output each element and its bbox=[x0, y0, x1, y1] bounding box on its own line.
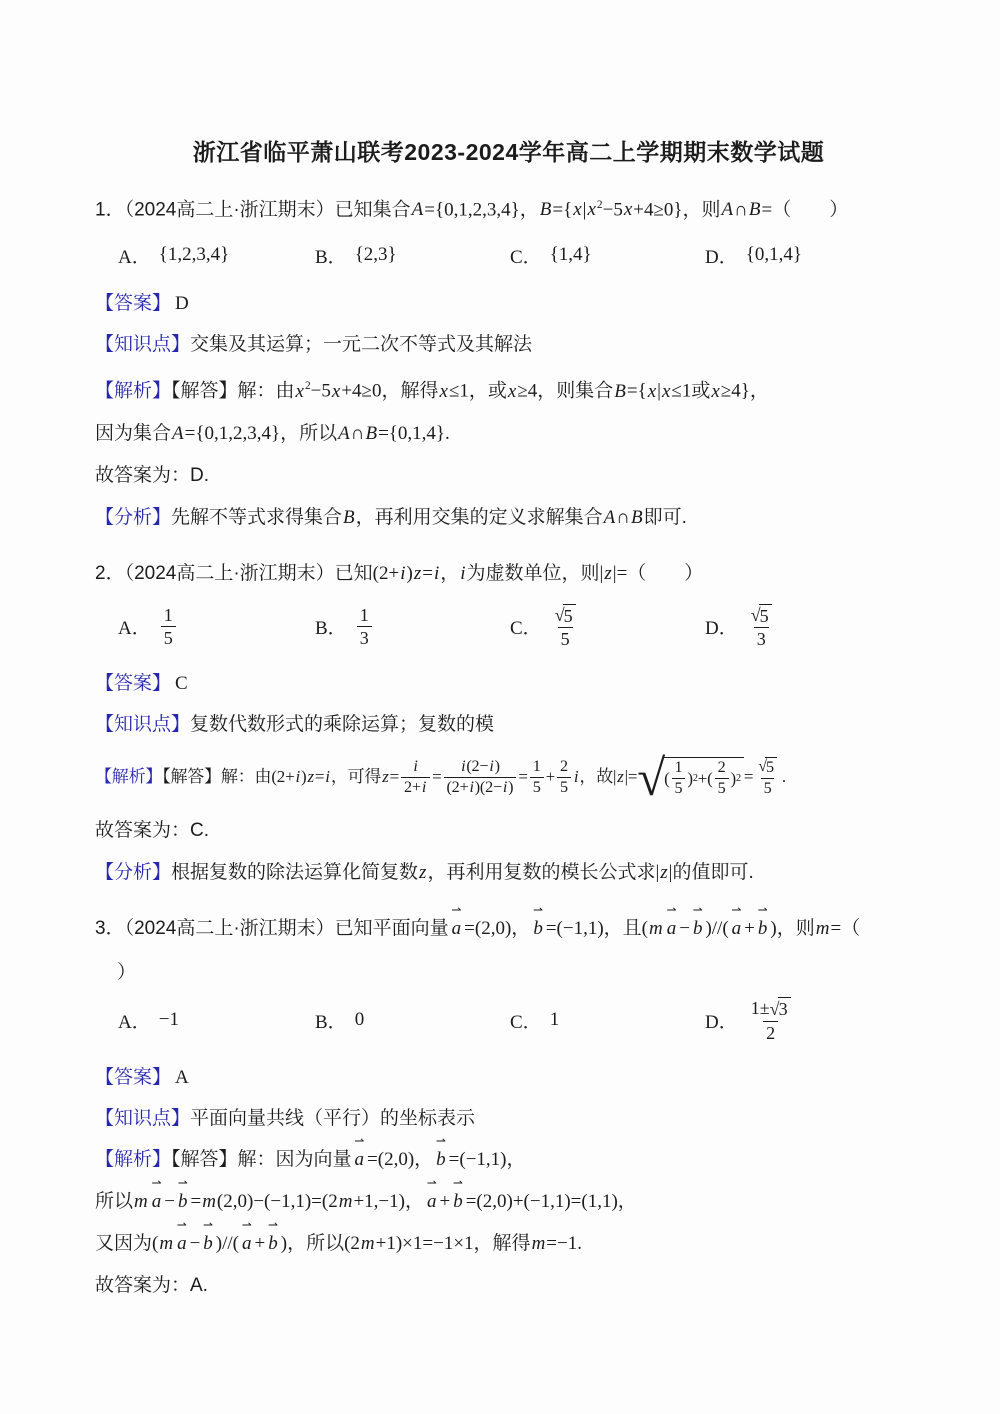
math-run: 2 bbox=[560, 757, 568, 775]
math-run: ) bbox=[770, 918, 777, 940]
text-run: 或 bbox=[691, 380, 711, 402]
knowledge-tag: 【知识点】 bbox=[95, 714, 191, 736]
math-run: 0 bbox=[354, 1009, 365, 1031]
math-run: 2 bbox=[717, 758, 726, 776]
knowledge-tag: 【知识点】 bbox=[95, 334, 191, 356]
text-run: ，则 bbox=[682, 199, 721, 221]
option-value bbox=[550, 244, 592, 266]
math-run: ) bbox=[687, 768, 693, 788]
radical-sign: √ bbox=[637, 751, 666, 808]
answer-line bbox=[95, 1064, 922, 1092]
text-run: ， bbox=[414, 1148, 434, 1170]
fraction-denominator bbox=[754, 627, 769, 650]
option-value bbox=[355, 1009, 365, 1031]
math-run: {2,3} bbox=[354, 244, 397, 266]
comment-line bbox=[95, 504, 922, 532]
math-run: |z| bbox=[655, 862, 673, 884]
fraction-numerator bbox=[715, 759, 729, 779]
vector-arrow-icon: ⇀ bbox=[176, 1217, 187, 1232]
conclusion-text: 故答案为：C. bbox=[95, 820, 210, 842]
math-run: {0,1,4} bbox=[745, 244, 802, 266]
math-run: ( bbox=[664, 768, 670, 788]
text-run: ，且 bbox=[603, 918, 642, 940]
math-run: i bbox=[413, 757, 418, 775]
text-run: ， bbox=[617, 1190, 637, 1212]
vector: a ⇀ bbox=[426, 1175, 437, 1212]
math-run: . bbox=[781, 767, 786, 787]
text-run: 【解答】解：由 bbox=[162, 767, 272, 787]
fraction-denominator bbox=[761, 778, 775, 799]
math-run: = bbox=[743, 767, 754, 787]
math-run: 5 bbox=[717, 780, 726, 798]
square-root bbox=[555, 604, 576, 627]
math-run: 1 bbox=[532, 757, 541, 775]
superscript: 2 bbox=[735, 772, 741, 784]
option-value bbox=[355, 244, 397, 266]
vector: a ⇀ bbox=[731, 903, 742, 940]
text-run: 【解答】解：因为向量 bbox=[171, 1148, 352, 1170]
fraction-numerator bbox=[755, 757, 780, 779]
conclusion-line bbox=[95, 817, 922, 845]
option-C bbox=[510, 604, 705, 651]
vector: b ⇀ bbox=[267, 1217, 279, 1254]
fraction-denominator bbox=[357, 626, 372, 649]
math-run: )//( bbox=[215, 1232, 240, 1254]
options-row bbox=[118, 240, 922, 270]
math-run: A∩B={0,1,4}. bbox=[338, 422, 450, 444]
vector-arrow-icon: ⇀ bbox=[692, 903, 703, 918]
option-C bbox=[510, 242, 705, 269]
math-run: |z|= bbox=[613, 767, 638, 787]
fraction-numerator bbox=[409, 758, 421, 778]
option-D bbox=[705, 997, 922, 1044]
fraction-denominator bbox=[444, 777, 517, 798]
option-label: B． bbox=[315, 618, 347, 640]
math-run: 1 bbox=[359, 604, 369, 625]
text-run: （ ） bbox=[772, 199, 849, 221]
text-run: ， bbox=[519, 199, 539, 221]
radical-sign: √ bbox=[758, 757, 767, 775]
option-value bbox=[159, 605, 178, 650]
math-run: )//( bbox=[705, 918, 729, 940]
radicand bbox=[759, 604, 772, 627]
text-run: ，再利用交集的定义求解集合 bbox=[355, 506, 603, 528]
option-A bbox=[118, 1007, 315, 1034]
fraction-numerator bbox=[357, 605, 372, 627]
math-run: x bbox=[295, 380, 304, 402]
math-run: + bbox=[254, 1232, 266, 1254]
math-run: =(2,0) bbox=[367, 1148, 415, 1170]
answer-value: C bbox=[175, 673, 188, 695]
square-root bbox=[637, 751, 744, 808]
options-row bbox=[118, 604, 922, 651]
math-run: =m(2,0)−(−1,1)=(2m+1,−1) bbox=[190, 1190, 405, 1212]
math-run: |z|= bbox=[599, 562, 628, 584]
option-label: A． bbox=[118, 618, 151, 640]
math-run: 5 bbox=[560, 629, 570, 650]
superscript: 2 bbox=[692, 772, 698, 784]
fraction bbox=[357, 605, 372, 650]
text-run: 为虚数单位，则 bbox=[466, 562, 600, 584]
math-run: ) bbox=[730, 768, 736, 788]
knowledge-text: 复数代数形式的乘除运算；复数的模 bbox=[190, 714, 495, 736]
option-label: B． bbox=[315, 246, 347, 268]
fraction-numerator bbox=[552, 604, 579, 628]
question-2 bbox=[95, 560, 922, 888]
math-run: m bbox=[134, 1190, 148, 1212]
text-run: ，则集合 bbox=[537, 380, 614, 402]
analysis-tag: 【解析】 bbox=[95, 767, 163, 787]
math-run: A={0,1,2,3,4} bbox=[172, 422, 281, 444]
radicand bbox=[663, 757, 744, 799]
math-run: + bbox=[439, 1190, 451, 1212]
option-label: A． bbox=[118, 1011, 151, 1033]
fraction bbox=[748, 997, 794, 1044]
fraction bbox=[755, 757, 780, 799]
answer-line bbox=[95, 290, 922, 318]
radical-sign: √ bbox=[769, 998, 780, 1019]
math-run: {1,4} bbox=[549, 244, 592, 266]
option-A bbox=[118, 605, 315, 650]
conclusion-text: 故答案为：D. bbox=[95, 464, 210, 486]
text-run: ，故 bbox=[579, 767, 614, 787]
option-B bbox=[315, 242, 510, 269]
math-run: 2 bbox=[766, 1022, 776, 1043]
math-run: (m bbox=[641, 918, 663, 940]
option-label: B． bbox=[315, 1011, 347, 1033]
answer-tag: 【答案】 bbox=[95, 673, 172, 695]
fraction-denominator bbox=[715, 778, 729, 799]
math-run: (2+i)(2−i) bbox=[446, 779, 514, 797]
math-run: A∩B= bbox=[721, 199, 773, 221]
math-run: 5 bbox=[563, 605, 573, 626]
vector: a ⇀ bbox=[241, 1217, 252, 1254]
solution-line bbox=[95, 372, 922, 405]
text-run: ，或 bbox=[468, 380, 507, 402]
math-run: + bbox=[744, 918, 755, 940]
option-label: D． bbox=[705, 246, 738, 268]
knowledge-line bbox=[95, 1105, 922, 1133]
math-run: 5 bbox=[532, 779, 541, 797]
answer-line bbox=[95, 670, 922, 698]
math-run: i(2−i) bbox=[461, 757, 500, 775]
math-run: (2m+1)×1=−1×1 bbox=[344, 1232, 474, 1254]
text-run: 3．（2024高二上·浙江期末）已知平面向量 bbox=[95, 918, 449, 940]
math-run: 5 bbox=[163, 628, 173, 649]
text-run: （ bbox=[841, 918, 861, 940]
option-value bbox=[159, 244, 230, 266]
text-run: 【解答】解：由 bbox=[171, 380, 295, 402]
math-run: +( bbox=[697, 768, 713, 788]
math-run: (m bbox=[152, 1232, 174, 1254]
text-run: ，所以 bbox=[280, 422, 338, 444]
vector: b ⇀ bbox=[692, 903, 703, 940]
math-run: z= bbox=[382, 767, 400, 787]
math-run: 5 bbox=[765, 758, 774, 776]
option-label: D． bbox=[705, 1011, 738, 1033]
question-3 bbox=[95, 903, 922, 1300]
math-run: − bbox=[189, 1232, 201, 1254]
math-run: 5 bbox=[674, 780, 683, 798]
math-run: i bbox=[573, 767, 579, 787]
conclusion-text: 故答案为：A. bbox=[95, 1274, 208, 1296]
math-run: =(−1,1) bbox=[545, 918, 604, 940]
vector-arrow-icon: ⇀ bbox=[426, 1175, 437, 1190]
text-run: ，解得 bbox=[473, 1232, 531, 1254]
fraction-denominator bbox=[401, 777, 430, 798]
math-run: z bbox=[419, 862, 427, 884]
text-run: 所以 bbox=[95, 1190, 134, 1212]
math-run: =(2,0)+(−1,1)=(1,1) bbox=[465, 1190, 618, 1212]
math-run: A∩B bbox=[603, 506, 643, 528]
option-label: C． bbox=[510, 1011, 542, 1033]
fraction-numerator bbox=[457, 758, 503, 778]
option-label: D． bbox=[705, 618, 738, 640]
math-run: B={x|x≤1 bbox=[614, 380, 692, 402]
fraction-numerator bbox=[530, 758, 544, 778]
math-run: x≤1 bbox=[439, 380, 469, 402]
vector-arrow-icon: ⇀ bbox=[241, 1217, 252, 1232]
radicand bbox=[563, 604, 576, 627]
option-label: A． bbox=[118, 246, 151, 268]
square-root bbox=[770, 997, 791, 1020]
fraction bbox=[557, 758, 571, 798]
fraction-denominator bbox=[672, 778, 686, 799]
option-label: C． bbox=[510, 618, 542, 640]
vector-arrow-icon: ⇀ bbox=[151, 1175, 162, 1190]
solution-line bbox=[95, 420, 922, 448]
text-run: 1．（2024高二上·浙江期末）已知集合 bbox=[95, 199, 411, 221]
text-run: 又因为 bbox=[95, 1232, 153, 1254]
vector-arrow-icon: ⇀ bbox=[757, 903, 768, 918]
fraction-denominator bbox=[763, 1021, 778, 1044]
math-run: 3 bbox=[359, 628, 369, 649]
text-run: 因为集合 bbox=[95, 422, 172, 444]
vector: a ⇀ bbox=[666, 903, 677, 940]
text-run: ， bbox=[749, 380, 769, 402]
answer-tag: 【答案】 bbox=[95, 293, 172, 315]
superscript: 2 bbox=[304, 380, 311, 393]
math-run: x≥4 bbox=[507, 380, 538, 402]
option-label: C． bbox=[510, 246, 542, 268]
math-run: + bbox=[545, 767, 556, 787]
comment-line bbox=[95, 859, 922, 887]
math-run: −5x+4≥0 bbox=[310, 380, 382, 402]
analysis-tag: 【解析】 bbox=[95, 380, 172, 402]
comment-tag: 【分析】 bbox=[95, 506, 172, 528]
math-run: 3 bbox=[756, 629, 766, 650]
vector: a ⇀ bbox=[151, 1175, 162, 1212]
math-run: m= bbox=[815, 918, 842, 940]
option-value bbox=[746, 604, 777, 651]
vector-arrow-icon: ⇀ bbox=[177, 1175, 188, 1190]
square-root bbox=[751, 604, 772, 627]
option-A bbox=[118, 242, 315, 269]
option-value bbox=[550, 1009, 560, 1031]
text-run: ，再利用复数的模长公式求 bbox=[427, 862, 656, 884]
option-value bbox=[550, 604, 581, 651]
knowledge-line bbox=[95, 331, 922, 359]
text-run: ，可得 bbox=[330, 767, 382, 787]
text-run: ， bbox=[404, 1190, 424, 1212]
fraction-numerator bbox=[557, 758, 571, 778]
text-run: ，所以 bbox=[287, 1232, 345, 1254]
solution-line bbox=[95, 1175, 922, 1216]
vector: b ⇀ bbox=[533, 903, 544, 940]
fraction-numerator bbox=[672, 759, 686, 779]
text-run: ， bbox=[506, 1148, 526, 1170]
math-run: = bbox=[518, 767, 528, 787]
text-run: 即可. bbox=[643, 506, 687, 528]
fraction bbox=[715, 759, 729, 799]
math-run: 5 bbox=[560, 779, 568, 797]
math-run: −5x+4≥0} bbox=[602, 199, 683, 221]
document-title: 浙江省临平萧山联考2023-2024学年高二上学期期末数学试题 bbox=[192, 139, 825, 165]
text-run: 先解不等式求得集合 bbox=[171, 506, 343, 528]
math-run: −1 bbox=[158, 1009, 179, 1031]
text-run: 的值即可. bbox=[672, 862, 754, 884]
superscript: 2 bbox=[596, 199, 603, 211]
question-stem bbox=[95, 191, 922, 224]
option-B bbox=[315, 1007, 510, 1034]
math-run: B={x|x bbox=[539, 199, 596, 221]
option-value bbox=[355, 605, 374, 650]
text-run: ， bbox=[511, 918, 531, 940]
vector: a ⇀ bbox=[176, 1217, 187, 1254]
knowledge-text: 平面向量共线（平行）的坐标表示 bbox=[190, 1107, 476, 1129]
math-run: {1,2,3,4} bbox=[158, 244, 230, 266]
vector-arrow-icon: ⇀ bbox=[354, 1133, 365, 1148]
fraction bbox=[530, 758, 544, 798]
vector: b ⇀ bbox=[452, 1175, 463, 1212]
math-run: 1 bbox=[674, 758, 683, 776]
answer-value: D bbox=[175, 293, 189, 315]
math-run: 1 bbox=[549, 1009, 560, 1031]
math-run: − bbox=[164, 1190, 175, 1212]
fraction bbox=[552, 604, 579, 651]
fraction bbox=[444, 758, 517, 798]
fraction-denominator bbox=[530, 777, 544, 798]
square-root bbox=[758, 757, 777, 778]
comment-tag: 【分析】 bbox=[95, 862, 172, 884]
math-run: 1± bbox=[750, 998, 770, 1019]
math-run: 5 bbox=[763, 780, 772, 798]
radical-sign: √ bbox=[554, 605, 565, 625]
vector: b ⇀ bbox=[435, 1133, 446, 1170]
question-1 bbox=[95, 191, 922, 532]
text-run: 2．（2024高二上·浙江期末）已知 bbox=[95, 562, 373, 584]
math-run: 3 bbox=[778, 999, 788, 1020]
math-run: m=−1. bbox=[531, 1232, 582, 1254]
knowledge-tag: 【知识点】 bbox=[95, 1107, 191, 1129]
text-run: 根据复数的除法运算化简复数 bbox=[171, 862, 419, 884]
math-run: =(2,0) bbox=[464, 918, 512, 940]
radicand bbox=[778, 997, 791, 1020]
text-run: ，则 bbox=[776, 918, 815, 940]
knowledge-text: 交集及其运算；一元二次不等式及其解法 bbox=[190, 334, 533, 356]
option-value bbox=[746, 997, 796, 1044]
radical-sign: √ bbox=[750, 605, 761, 625]
analysis-tag: 【解析】 bbox=[95, 1148, 172, 1170]
option-value bbox=[746, 244, 802, 266]
conclusion-line bbox=[95, 462, 922, 490]
vector-arrow-icon: ⇀ bbox=[452, 1175, 463, 1190]
solution-line bbox=[95, 1133, 922, 1174]
fraction-denominator bbox=[161, 626, 176, 649]
question-stem-continued bbox=[95, 959, 922, 987]
option-C bbox=[510, 1007, 705, 1034]
fraction-denominator bbox=[557, 777, 571, 798]
vector-arrow-icon: ⇀ bbox=[435, 1133, 446, 1148]
vector-arrow-icon: ⇀ bbox=[731, 903, 742, 918]
math-run: − bbox=[679, 918, 690, 940]
math-run: ) bbox=[280, 1232, 288, 1254]
question-stem bbox=[95, 560, 922, 588]
solution-line bbox=[95, 751, 922, 808]
fraction-numerator bbox=[748, 604, 775, 628]
question-stem bbox=[95, 903, 922, 943]
vector: b ⇀ bbox=[203, 1217, 214, 1254]
vector: b ⇀ bbox=[177, 1175, 188, 1212]
math-run: A={0,1,2,3,4} bbox=[411, 199, 520, 221]
math-run: =(−1,1) bbox=[448, 1148, 507, 1170]
fraction bbox=[672, 759, 686, 799]
fraction-denominator bbox=[558, 627, 573, 650]
text-run: ， bbox=[440, 562, 460, 584]
text-run: （ ） bbox=[627, 562, 704, 584]
vector-arrow-icon: ⇀ bbox=[533, 903, 544, 918]
option-D bbox=[705, 604, 922, 651]
math-run: x≥4} bbox=[711, 380, 750, 402]
options-row bbox=[118, 997, 922, 1044]
answer-tag: 【答案】 bbox=[95, 1066, 172, 1088]
math-run: 1 bbox=[163, 604, 173, 625]
radicand bbox=[765, 757, 777, 778]
math-run: i bbox=[460, 562, 466, 584]
math-run: 2+i bbox=[404, 779, 427, 797]
math-run: B bbox=[343, 506, 355, 528]
vector-arrow-icon: ⇀ bbox=[451, 903, 462, 918]
fraction-numerator bbox=[161, 605, 176, 627]
vector-arrow-icon: ⇀ bbox=[267, 1217, 279, 1232]
option-D bbox=[705, 242, 922, 269]
fraction bbox=[161, 605, 176, 650]
fraction-numerator bbox=[748, 997, 794, 1021]
math-run: (2+i)z=i bbox=[372, 562, 440, 584]
fraction bbox=[748, 604, 775, 651]
option-B bbox=[315, 605, 510, 650]
math-run: = bbox=[432, 767, 442, 787]
text-run: ） bbox=[117, 962, 137, 984]
solution-line bbox=[95, 1217, 922, 1258]
math-run: 5 bbox=[759, 605, 769, 626]
math-run: (2+i)z=i bbox=[271, 767, 330, 787]
answer-value: A bbox=[175, 1066, 189, 1088]
vector: a ⇀ bbox=[451, 903, 462, 940]
questions-container bbox=[95, 191, 922, 1300]
vector: a ⇀ bbox=[354, 1133, 365, 1170]
knowledge-line bbox=[95, 711, 922, 739]
conclusion-line bbox=[95, 1272, 922, 1300]
fraction bbox=[401, 758, 430, 798]
vector-arrow-icon: ⇀ bbox=[666, 903, 677, 918]
vector-arrow-icon: ⇀ bbox=[203, 1217, 214, 1232]
text-run: ，解得 bbox=[381, 380, 439, 402]
option-value bbox=[159, 1009, 179, 1031]
vector: b ⇀ bbox=[757, 903, 768, 940]
